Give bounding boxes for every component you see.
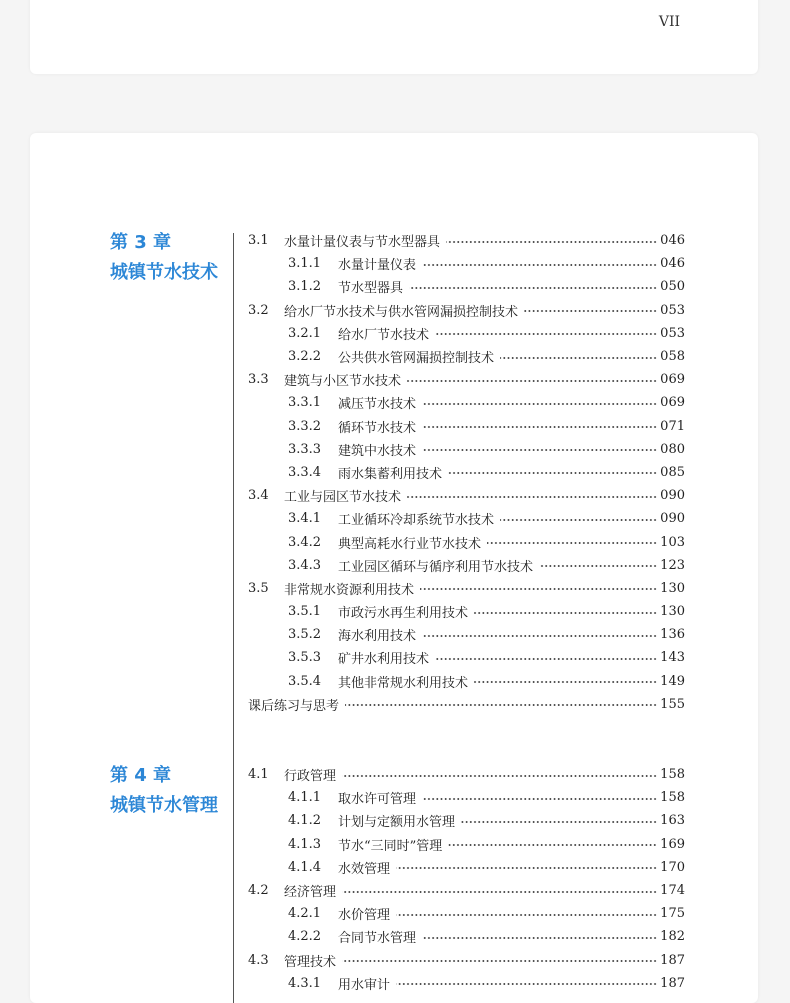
section-title: 课后练习与思考 (248, 698, 340, 714)
toc-entry[interactable] (248, 809, 685, 832)
leader-dots (446, 237, 657, 247)
section-number: 3.3 (248, 372, 269, 388)
toc-entry[interactable] (248, 763, 685, 786)
toc-entry[interactable] (248, 856, 685, 879)
section-number: 3.4.2 (288, 534, 322, 550)
section-title: 工业循环冷却系统节水技术 (338, 513, 495, 529)
section-number: 4.1.1 (288, 790, 322, 806)
section-number: 4.2.1 (288, 906, 322, 922)
section-number: 3.4.1 (288, 511, 322, 527)
toc-entry[interactable] (248, 670, 685, 693)
section-title: 市政污水再生利用技术 (338, 606, 469, 622)
page-ref: 090 (660, 488, 685, 504)
section-title: 用水审计 (338, 977, 391, 993)
section-title: 经济管理 (284, 885, 337, 901)
section-title: 循环节水技术 (338, 420, 417, 436)
section-title: 给水厂节水技术 (338, 327, 430, 343)
section-number: 3.5.2 (288, 627, 322, 643)
leader-dots (539, 561, 657, 571)
leader-dots (342, 956, 657, 966)
section-title: 减压节水技术 (338, 397, 417, 413)
section-title: 水效管理 (338, 861, 391, 877)
toc-entry[interactable] (248, 530, 685, 553)
page-ref: 169 (660, 836, 685, 852)
leader-dots (396, 863, 657, 873)
section-number: 4.1.3 (288, 836, 322, 852)
chapter-title: 城镇节水技术 (110, 262, 218, 283)
section-number: 3.4.3 (288, 557, 322, 573)
section-title: 节水型器具 (338, 281, 404, 297)
section-number: 3.5.4 (288, 673, 322, 689)
section-title: 给水厂节水技术与供水管网漏损控制技术 (284, 304, 519, 320)
leader-dots (345, 700, 657, 710)
toc-entry[interactable] (248, 415, 685, 438)
page-ref: 175 (660, 906, 685, 922)
section-number: 4.1.4 (288, 859, 322, 875)
page-ref: 130 (660, 580, 685, 596)
toc-entry[interactable] (248, 391, 685, 414)
page-ref: 080 (660, 441, 685, 457)
page-ref: 158 (660, 767, 685, 783)
toc-entry[interactable] (248, 275, 685, 298)
section-number: 3.1 (248, 233, 269, 249)
toc-entry[interactable] (248, 507, 685, 530)
toc-entry[interactable] (248, 554, 685, 577)
section-number: 4.2 (248, 883, 269, 899)
toc-entry[interactable] (248, 879, 685, 902)
section-title: 取水许可管理 (338, 792, 417, 808)
page-ref: 058 (660, 349, 685, 365)
leader-dots (448, 468, 657, 478)
leader-dots (342, 887, 657, 897)
page-ref: 174 (660, 883, 685, 899)
section-number: 3.5 (248, 580, 269, 596)
toc-entry[interactable] (248, 833, 685, 856)
section-title: 计划与定额用水管理 (338, 815, 456, 831)
section-title: 工业园区循环与循序利用节水技术 (338, 559, 534, 575)
section-title: 公共供水管网漏损控制技术 (338, 351, 495, 367)
toc-entry[interactable] (248, 972, 685, 995)
section-number: 4.3.1 (288, 975, 322, 991)
page-ref: 069 (660, 372, 685, 388)
chapter-4-heading (110, 761, 218, 821)
leader-dots (396, 979, 657, 989)
toc-entry[interactable] (248, 322, 685, 345)
section-number: 3.5.3 (288, 650, 322, 666)
page-ref: 182 (660, 929, 685, 945)
section-number: 3.1.1 (288, 256, 322, 272)
leader-dots (407, 492, 657, 502)
section-title: 水价管理 (338, 908, 391, 924)
toc-entry[interactable] (248, 925, 685, 948)
leader-dots (422, 399, 657, 409)
page-ref: 123 (660, 557, 685, 573)
section-number: 4.1.2 (288, 813, 322, 829)
page-ref: 155 (660, 696, 685, 712)
page-ref: 053 (660, 302, 685, 318)
page-ref: 071 (660, 418, 685, 434)
section-number: 3.5.1 (288, 604, 322, 620)
section-number: 3.2.2 (288, 349, 322, 365)
leader-dots (422, 445, 657, 455)
page-ref: 085 (660, 464, 685, 480)
toc-page (30, 133, 758, 1003)
leader-dots (422, 422, 657, 432)
toc-entry[interactable] (248, 299, 685, 322)
leader-dots (500, 515, 657, 525)
leader-dots (524, 306, 657, 316)
section-number: 3.3.3 (288, 441, 322, 457)
leader-dots (420, 584, 657, 594)
page-ref: 136 (660, 627, 685, 643)
section-number: 4.3 (248, 952, 269, 968)
chapter-3-toc (248, 229, 685, 716)
toc-entry[interactable] (248, 786, 685, 809)
toc-entry[interactable] (248, 623, 685, 646)
page-ref: 090 (660, 511, 685, 527)
page-ref: 050 (660, 279, 685, 295)
leader-dots (409, 283, 657, 293)
section-number: 4.2.2 (288, 929, 322, 945)
section-title: 典型高耗水行业节水技术 (338, 536, 482, 552)
section-title: 矿井水利用技术 (338, 652, 430, 668)
chapter-number: 第 4 章 (110, 765, 172, 786)
section-title: 行政管理 (284, 769, 337, 785)
section-title: 其他非常规水利用技术 (338, 675, 469, 691)
page-ref: 187 (660, 952, 685, 968)
toc-entry[interactable] (248, 646, 685, 669)
leader-dots (461, 817, 657, 827)
section-title: 雨水集蓄利用技术 (338, 466, 443, 482)
toc-entry[interactable] (248, 902, 685, 925)
page-ref: 163 (660, 813, 685, 829)
divider-line (233, 233, 234, 1003)
toc-entry[interactable] (248, 949, 685, 972)
section-title: 海水利用技术 (338, 629, 417, 645)
chapter-number: 第 3 章 (110, 232, 172, 253)
toc-entry[interactable] (248, 577, 685, 600)
leader-dots (435, 654, 657, 664)
toc-entry[interactable] (248, 461, 685, 484)
chapter-title: 城镇节水管理 (110, 795, 218, 816)
section-number: 3.3.1 (288, 395, 322, 411)
toc-entry[interactable] (248, 368, 685, 391)
toc-entry[interactable] (248, 600, 685, 623)
section-number: 3.2.1 (288, 325, 322, 341)
toc-entry[interactable] (248, 484, 685, 507)
toc-entry[interactable] (248, 438, 685, 461)
section-title: 非常规水资源利用技术 (284, 582, 415, 598)
section-title: 工业与园区节水技术 (284, 490, 402, 506)
section-number: 3.3.4 (288, 464, 322, 480)
leader-dots (422, 933, 657, 943)
section-number: 3.3.2 (288, 418, 322, 434)
page-number: VII (658, 14, 680, 30)
page-ref: 053 (660, 325, 685, 341)
leader-dots (407, 376, 657, 386)
page-ref: 158 (660, 790, 685, 806)
section-title: 合同节水管理 (338, 931, 417, 947)
leader-dots (422, 794, 657, 804)
leader-dots (448, 840, 657, 850)
section-title: 节水“三同时”管理 (338, 838, 443, 854)
page-ref: 187 (660, 975, 685, 991)
leader-dots (396, 910, 657, 920)
section-title: 管理技术 (284, 954, 337, 970)
leader-dots (435, 329, 657, 339)
toc-entry[interactable] (248, 693, 685, 716)
toc-entry[interactable] (248, 229, 685, 252)
section-number: 4.1 (248, 767, 269, 783)
section-number: 3.1.2 (288, 279, 322, 295)
page-ref: 130 (660, 604, 685, 620)
page-ref: 069 (660, 395, 685, 411)
section-title: 水量计量仪表 (338, 258, 417, 274)
leader-dots (500, 353, 657, 363)
toc-entry[interactable] (248, 252, 685, 275)
leader-dots (487, 538, 657, 548)
leader-dots (422, 631, 657, 641)
toc-entry[interactable] (248, 345, 685, 368)
page-ref: 103 (660, 534, 685, 550)
page-ref: 149 (660, 673, 685, 689)
section-title: 建筑中水技术 (338, 443, 417, 459)
leader-dots (342, 771, 657, 781)
section-number: 3.4 (248, 488, 269, 504)
previous-page (30, 0, 758, 74)
section-title: 建筑与小区节水技术 (284, 374, 402, 390)
leader-dots (474, 608, 657, 618)
section-title: 水量计量仪表与节水型器具 (284, 235, 441, 251)
section-number: 3.2 (248, 302, 269, 318)
leader-dots (422, 260, 657, 270)
leader-dots (474, 677, 657, 687)
page-ref: 046 (660, 233, 685, 249)
page-ref: 143 (660, 650, 685, 666)
chapter-3-heading (110, 228, 218, 288)
chapter-4-toc (248, 763, 685, 995)
page-ref: 170 (660, 859, 685, 875)
page-ref: 046 (660, 256, 685, 272)
